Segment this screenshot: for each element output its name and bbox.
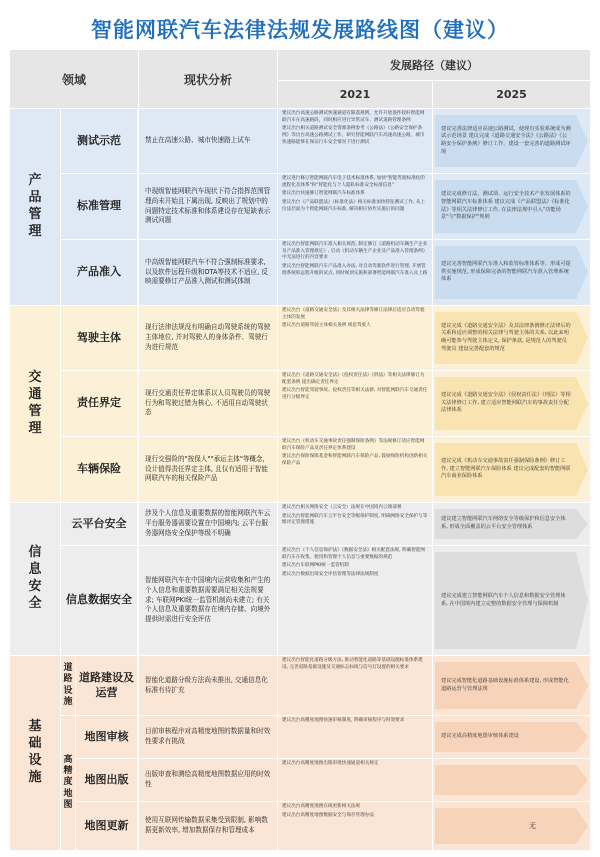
path-2025-test: 建议完善法律适应高速公路测试，使现有实验系统成为测试示范场景 建议完成《道路交通安全法》《公路法》《公路安全保护条例》修订工作，建设一套完善的道路测试环境 bbox=[441, 125, 571, 155]
path-2021-data bbox=[278, 546, 432, 655]
header-domain: 领域 bbox=[10, 50, 138, 108]
path-2021-item: 建议出台道路驾驶主体相关条例 规范驾驶人 bbox=[282, 323, 371, 329]
category-label: 基础设施 bbox=[28, 719, 42, 785]
path-2021-test bbox=[278, 109, 432, 173]
path-2021-access bbox=[278, 240, 432, 305]
row-name-driver: 驾驶主体 bbox=[61, 306, 137, 370]
path-2021-item: 建议出台智能驾驶事故、侵权责任等相关法律, 对智能网联汽车交通责任进行分级界定 bbox=[282, 388, 428, 400]
path-2021-publish bbox=[278, 759, 432, 801]
status-data: 智能网联汽车在中国境内运营收集和产生的个人信息和重要数据需要满足相关法规要求; 车联网PKI统一监管机制尚未建立; 有关个人信息及重要数据存在境内存储、向境外提供时需进行安全评估 bbox=[139, 546, 277, 655]
path-2021-item: 建议出台高精度地图出版审批快速通道相关规定 bbox=[282, 761, 379, 766]
path-2025-access: 建议完善智能网联汽车准入和监管标准体系等。形成可提供实施规范, 形成保障完备的智能网联汽车准入管理系统体系 bbox=[441, 261, 571, 283]
path-2021-item: 建议出台高精度地图快速审核制度, 明确审核程序与时效要求 bbox=[282, 718, 405, 723]
path-2021-item: 建议出台智能网联汽车产品准入办法, 对自动驾驶软件进行管理, 开展管理系统和远程升级的试点, 同时规划实施和部署智能网联汽车准入及上路 bbox=[282, 263, 428, 276]
header-path: 发展路径（建议） bbox=[278, 50, 590, 80]
path-2025-cloud: 建议建立智能网联汽车网络安全等级保护和信息安全体系, 形成全面覆盖的云平台安全管理体系 bbox=[441, 516, 566, 530]
row-name-audit: 地图审核 bbox=[76, 716, 137, 758]
row-name-publish: 地图出版 bbox=[76, 759, 137, 801]
status-audit: 目前审核程序对高精度地图的数据量和时效性要求有挑战 bbox=[139, 716, 277, 758]
path-2021-item: 建议出台快速修订智能网联汽车标准体系 bbox=[282, 191, 365, 197]
status-publish: 出版审查和测绘高精度地图数据应用的时效性 bbox=[139, 759, 277, 801]
path-2021-item: 建议出台智能网联汽车云平台安全等级保护制度, 明确网络安全保护与等级评定管理措施 bbox=[282, 513, 428, 526]
header-2025: 2025 bbox=[433, 81, 590, 108]
path-2025-std: 建议完成修订法、测试项、运行安全技术产业发展体系的智能网联汽车标准体系 建议完成《产品联盟法》《标准化法》等相关法律修订工作, 在法律法规中引入"功能场景"与"数据保护"规则 bbox=[441, 191, 571, 221]
category-product bbox=[10, 109, 60, 305]
path-2021-item: 建议出台《个人信息保护法》《数据安全法》相关配套法规, 明确智能网联汽车在收集、使用和管理个人信息与重要数据的规范 bbox=[282, 548, 426, 560]
row-name-data: 信息数据安全 bbox=[61, 546, 137, 655]
infra-sub-road: 道路设施 bbox=[61, 656, 75, 715]
path-2021-item: 建议出台数据出境安全评估管理等法律法规制度 bbox=[282, 571, 379, 577]
path-2021-road bbox=[278, 656, 432, 715]
category-label: 交通管理 bbox=[28, 370, 42, 436]
path-2021-item: 建议出台《道路交通安全法》《侵权责任法》《刑法》等相关法律修订为配套条例 提出确定责任界定 bbox=[282, 373, 425, 385]
path-2021-liability bbox=[278, 371, 432, 436]
status-liability: 现行交通责任界定体系以人员驾驶员的驾驶行为和驾驶过错为核心, 不适用自动驾驶状态 bbox=[139, 371, 277, 436]
infra-sub-hdmap: 高精度地图 bbox=[61, 716, 75, 850]
row-name-insurance: 车辆保险 bbox=[61, 437, 137, 502]
category-label: 产品管理 bbox=[28, 173, 42, 239]
path-2021-cloud bbox=[278, 503, 432, 545]
status-driver: 现行法律法规没有明确自动驾驶系统的驾驶主体地位, 并对驾驶人的身体条件、驾驶行为进行规范 bbox=[139, 306, 277, 370]
category-traffic bbox=[10, 306, 60, 502]
path-2021-item: 建议出台保险保障基金和智能网联汽车保险产品, 鼓励保险机构创新相关保险产品 bbox=[282, 454, 428, 466]
path-2021-item: 建议出台高速公路测试快速通道有限落规例，允许开放条件较好智能网联汽车在高速路段，同时相应进行异常试车、测试道路管理条例 bbox=[282, 111, 425, 123]
path-2021-item: 建议出台智能网联汽车准入相关规范, 制定修订《道路机动车辆生产企业及产品准入管理规定》, 启动《机动车辆生产企业及产品准入管理条例》中无法进行的内容要求 bbox=[282, 242, 428, 261]
path-2025-liability: 建议完成《道路交通安全法》《侵权责任法》《刑法》等相关法律修订工作, 建立适应智能网联汽车的事故责任分配法律体系 bbox=[441, 392, 571, 414]
row-name-road: 道路建设及运营 bbox=[76, 656, 137, 715]
status-road: 智能化道路分级方法尚未推出, 交通信息化标准有待扩充 bbox=[139, 656, 277, 715]
path-2025-update: 无 bbox=[529, 821, 536, 830]
path-2021-item: 建议出台相关网络安全（云安全）法规在中国境内云端部署 bbox=[282, 505, 402, 510]
path-2025-driver: 建议完成《道路交通安全法》及其法律条例修正法律后的关系和适应调整的相关法律与驾驶主体的关系, 以此来明确可能参与驾驶主体定义, 保护条款, 是规范人的驾驶员驾驶员 建设完善配套的规范 bbox=[441, 322, 571, 352]
row-name-std: 标准管理 bbox=[61, 174, 137, 239]
row-name-update: 地图更新 bbox=[76, 802, 137, 850]
path-2021-item: 建议出台《产品联盟法》《标准化法》相关标准加快特征测试工作, 从上位法层面为个智能网联汽车标准, 解决相应协作实施后的问题 bbox=[282, 199, 426, 212]
header-status: 现状分析 bbox=[139, 50, 277, 108]
path-2025-insurance: 建议完成《机动车交通事故责任强制保险条例》修订工作, 建立智能网联汽车保险体系 建议完成配套的智能网联汽车商业保险体系 bbox=[441, 458, 571, 480]
path-2021-driver bbox=[278, 306, 432, 370]
page-title: 智能网联汽车法律法规发展路线图（建议） bbox=[91, 18, 509, 42]
path-2021-item: 建议出台智能化道路分级方法, 推动智能化道路等基础设施标准体系建设, 完善道路基础设施及交通标志标线与信号灯设置的相关要求 bbox=[282, 658, 423, 670]
path-2021-item: 建议进行修订智能网联汽车电子技术标准体系, 加快"智能驾驶标准化的流程化及体系"和"智能化与个人隐私标准安全标准信息" bbox=[282, 176, 425, 188]
path-2021-item: 建议出台车联网PKI统一监管机制 bbox=[282, 563, 349, 569]
row-name-cloud: 云平台安全 bbox=[61, 503, 137, 545]
status-cloud: 涉及个人信息及重要数据的智能网联汽车云平台服务器需要设置在中国境内; 云平台服务器网络安全保护等级不明确 bbox=[139, 503, 277, 545]
category-infosec bbox=[10, 503, 60, 655]
path-2021-item: 建议出台《机动车交通事故责任强制保险条例》等法规修订适应智能网联汽车保险产品及责任界定体系建设 bbox=[282, 439, 425, 451]
path-2021-item: 建议出台《道路交通安全法》及其相关法律等修订法律后适应自动驾驶主体的发展 bbox=[282, 308, 425, 320]
path-2021-item: 建议出台相关道路测试安全资源条例参考《公路法》《公路安全保护条例》等出台高速公路测试工作，研究智能网联汽车高速高速公路，城市快速路能够在保证行车安全情况下进行测试 bbox=[282, 126, 425, 145]
path-2025-road: 建议完成智能化道路基础设施标准体系建设, 形成智能化道路运营与管理法规 bbox=[441, 677, 569, 692]
path-2021-insurance bbox=[278, 437, 432, 502]
path-2025-audit: 建议完成高精度地图审核体系建设 bbox=[441, 733, 519, 740]
path-2025-data: 建议完成建立智能网联汽车个人信息和数据安全管理体系, 在中国境内建立完整的数据安全管理与保障机制 bbox=[441, 592, 566, 607]
category-label: 信息安全 bbox=[28, 545, 42, 611]
status-std: 中现级智能网联汽车现状下符合指挥范围管理尚未开始且下属出现, 反映出了规划中的问题特定技术标准和体系建设存在短缺表示测试问题 bbox=[139, 174, 277, 239]
row-name-access: 产品准入 bbox=[61, 240, 137, 305]
status-test: 禁止在高速公路、城市快速路上试车 bbox=[139, 109, 277, 173]
status-update: 使用互联网传输数据采集受到限制, 影响数据更新效率, 增加数据保存和管理成本 bbox=[139, 802, 277, 850]
path-2021-item: 建议出台高精度地图在线更新相关法规 bbox=[282, 804, 361, 809]
row-name-test: 测试示范 bbox=[61, 109, 137, 173]
path-2025-publish bbox=[433, 759, 590, 801]
path-2021-update bbox=[278, 802, 432, 850]
status-access: 中高级智能网联汽车不符合强制标准要求, 以及软件远程升级和OTA等技术不适应, 反映需要修订产品准入测试和测试体制 bbox=[139, 240, 277, 305]
status-insurance: 现行交强险的"按保人""承运主体"等概念, 设计值得责任界定主体, 且仅有适用于智能网联汽车的相关保险产品 bbox=[139, 437, 277, 502]
row-name-liability: 责任界定 bbox=[61, 371, 137, 436]
path-2021-item: 建议出台高精度地图数据安全与保存管理办法 bbox=[282, 812, 374, 818]
path-2021-std bbox=[278, 174, 432, 239]
path-2021-audit bbox=[278, 716, 432, 758]
category-infra bbox=[10, 656, 60, 850]
header-2021: 2021 bbox=[278, 81, 432, 108]
